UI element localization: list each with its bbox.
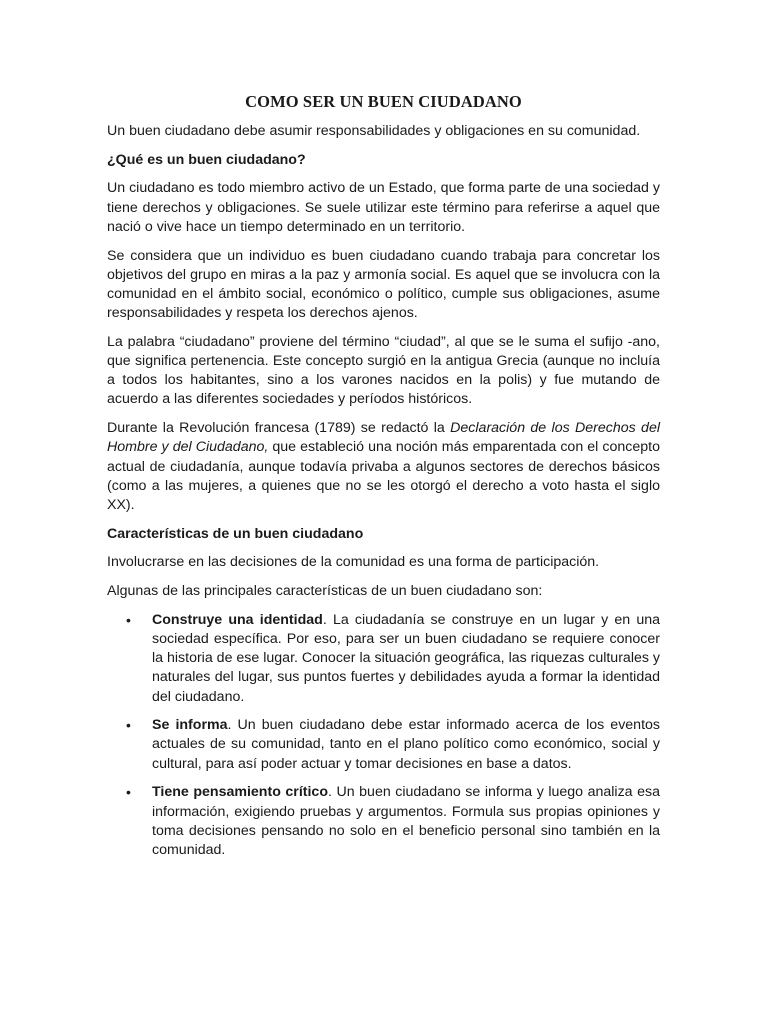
document-page — [107, 92, 660, 870]
document-title: COMO SER UN BUEN CIUDADANO — [245, 92, 522, 111]
list-item-text: . Un buen ciudadano debe estar informado acerca de los eventos actuales de su comunidad, tanto en el plano político como económico, social y cultural, para así poder actuar y tomar decisiones en base a datos. — [152, 717, 660, 772]
list-item-text: . La ciudadanía se construye en un lugar y en una sociedad específica. Por eso, para ser un buen ciudadano se requiere conocer la historia de ese lugar. Conocer la situación geográfica, las riquezas culturales y naturales del lugar, sus puntos fuertes y debilidades ayuda a formar la identidad del ciudadano. — [152, 611, 660, 705]
bullet-icon: • — [126, 611, 131, 628]
paragraph-definicion: Un ciudadano es todo miembro activo de un Estado, que forma parte de una sociedad y tiene derechos y obligaciones. Se suele utilizar este término para referirse a aquel que nació o vive hace un tiempo determinado en un territorio. — [107, 180, 660, 235]
paragraph-revolucion-francesa — [107, 419, 660, 515]
paragraph-lista-intro: Algunas de las principales características de un buen ciudadano son: — [107, 583, 543, 600]
paragraph-etimologia: La palabra “ciudadano” proviene del término “ciudad”, al que se le suma el sufijo -ano, que significa pertenencia. Este concepto surgió en la antigua Grecia (aunque no incluía a todos los habitantes, sino a los varones nacidos en la polis) y fue mutando de acuerdo a las diferentes sociedades y períodos históricos. — [107, 333, 660, 408]
list-item-text: . Un buen ciudadano se informa y luego analiza esa información, exigiendo pruebas y argumentos. Formula sus propias opiniones y toma decisiones pensando no solo en el beneficio personal sino también en la comunidad. — [152, 784, 660, 858]
caracteristicas-list — [107, 611, 660, 860]
list-item-term: Tiene pensamiento crítico — [152, 784, 328, 801]
declaracion-title: Declaración de los Derechos del Hombre y del Ciudadano, — [107, 420, 660, 456]
list-item — [107, 716, 660, 774]
list-item-term: Se informa — [152, 717, 228, 734]
list-item-term: Construye una identidad — [152, 611, 323, 628]
section-heading-caracteristicas: Características de un buen ciudadano — [107, 525, 364, 542]
paragraph-buen-ciudadano: Se considera que un individuo es buen ciudadano cuando trabaja para concretar los objetivos del grupo en miras a la paz y armonía social. Es aquel que se involucra con la comunidad en el ámbito social, económico o político, cumple sus obligaciones, asume responsabilidades y respeta los derechos ajenos. — [107, 247, 660, 322]
revolucion-text-after: que estableció una noción más emparentada con el concepto actual de ciudadanía, aunque todavía privaba a algunos sectores de derechos básicos (como a las mujeres, a quienes que no se les otorgó el derecho a voto hasta el siglo XX). — [107, 439, 660, 513]
list-item — [107, 783, 660, 860]
section-heading-que-es: ¿Qué es un buen ciudadano? — [107, 151, 306, 168]
intro-paragraph: Un buen ciudadano debe asumir responsabilidades y obligaciones en su comunidad. — [107, 123, 641, 139]
bullet-icon: • — [126, 784, 131, 801]
paragraph-participacion: Involucrarse en las decisiones de la comunidad es una forma de participación. — [107, 554, 600, 571]
bullet-icon: • — [126, 717, 131, 734]
list-item — [107, 611, 660, 707]
revolucion-text-before: Durante la Revolución francesa (1789) se redactó la — [107, 420, 451, 437]
